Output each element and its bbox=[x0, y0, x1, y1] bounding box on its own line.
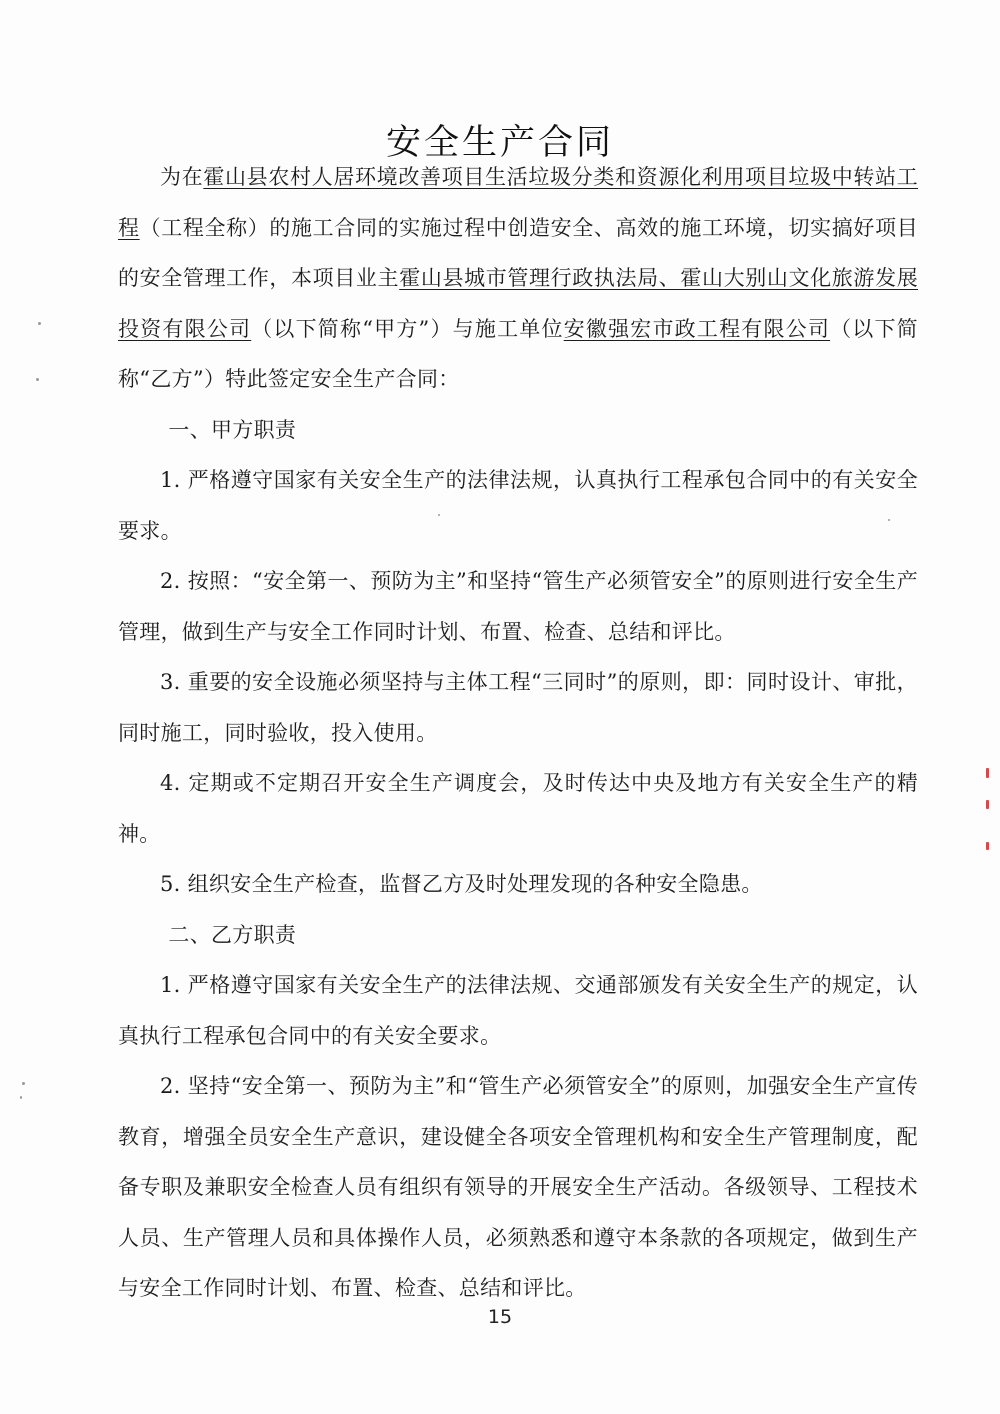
binding-mark bbox=[986, 768, 989, 778]
scan-speck bbox=[36, 378, 39, 381]
party-b-clause-1: 1. 严格遵守国家有关安全生产的法律法规、交通部颁发有关安全生产的规定，认真执行工程承包合同中的有关安全要求。 bbox=[118, 973, 918, 1048]
scan-speck bbox=[888, 519, 890, 521]
intro-text-1: 为在 bbox=[160, 165, 204, 189]
intro-text-4: （以下简称“乙方”）特此签定安全生产合同： bbox=[118, 316, 918, 391]
scan-speck bbox=[22, 1082, 25, 1085]
section-heading-party-a: 一、甲方职责 bbox=[168, 417, 297, 442]
party-a-clause-4: 4. 定期或不定期召开安全生产调度会，及时传达中央及地方有关安全生产的精神。 bbox=[118, 771, 918, 846]
document-title: 安全生产合同 bbox=[385, 123, 614, 164]
page-number: 15 bbox=[487, 1306, 513, 1328]
scan-speck bbox=[38, 322, 41, 325]
binding-mark bbox=[986, 800, 989, 809]
binding-mark bbox=[986, 842, 989, 850]
owner-name: 霍山县城市管理行政执法局、霍山大别山文化旅游发展投资有限公司 bbox=[118, 266, 918, 341]
section-heading-party-b: 二、乙方职责 bbox=[168, 922, 297, 947]
document-body bbox=[118, 152, 918, 1314]
party-a-clause-3: 3. 重要的安全设施必须坚持与主体工程“三同时”的原则，即：同时设计、审批，同时施工，同时验收，投入使用。 bbox=[118, 670, 918, 745]
project-name: 霍山县农村人居环境改善项目生活垃圾分类和资源化利用项目垃圾中转站工程 bbox=[118, 165, 918, 240]
intro-paragraph bbox=[118, 152, 918, 405]
scan-speck bbox=[438, 514, 440, 516]
intro-text-2: （工程全称）的施工合同的实施过程中创造安全、高效的施工环境，切实搞好项目的安全管理工作，本项目业主 bbox=[118, 215, 918, 290]
party-b-clause-2: 2. 坚持“安全第一、预防为主”和“管生产必须管安全”的原则，加强安全生产宣传教育，增强全员安全生产意识，建设健全各项安全管理机构和安全生产管理制度，配备专职及兼职安全检查人员有组织有领导的开展安全生产活动。各级领导、工程技术人员、生产管理人员和具体操作人员，必须熟悉和遵守本条款的各项规定，做到生产与安全工作同时计划、布置、检查、总结和评比。 bbox=[118, 1074, 918, 1300]
party-a-clause-5: 5. 组织安全生产检查，监督乙方及时处理发现的各种安全隐患。 bbox=[160, 872, 763, 896]
party-a-clause-1: 1. 严格遵守国家有关安全生产的法律法规，认真执行工程承包合同中的有关安全要求。 bbox=[118, 468, 918, 543]
scan-speck bbox=[20, 1096, 22, 1099]
party-a-clause-2: 2. 按照：“安全第一、预防为主”和坚持“管生产必须管安全”的原则进行安全生产管理，做到生产与安全工作同时计划、布置、检查、总结和评比。 bbox=[118, 569, 918, 644]
contractor-name: 安徽强宏市政工程有限公司 bbox=[563, 316, 831, 341]
intro-text-3: （以下简称“甲方”）与施工单位 bbox=[251, 316, 564, 341]
